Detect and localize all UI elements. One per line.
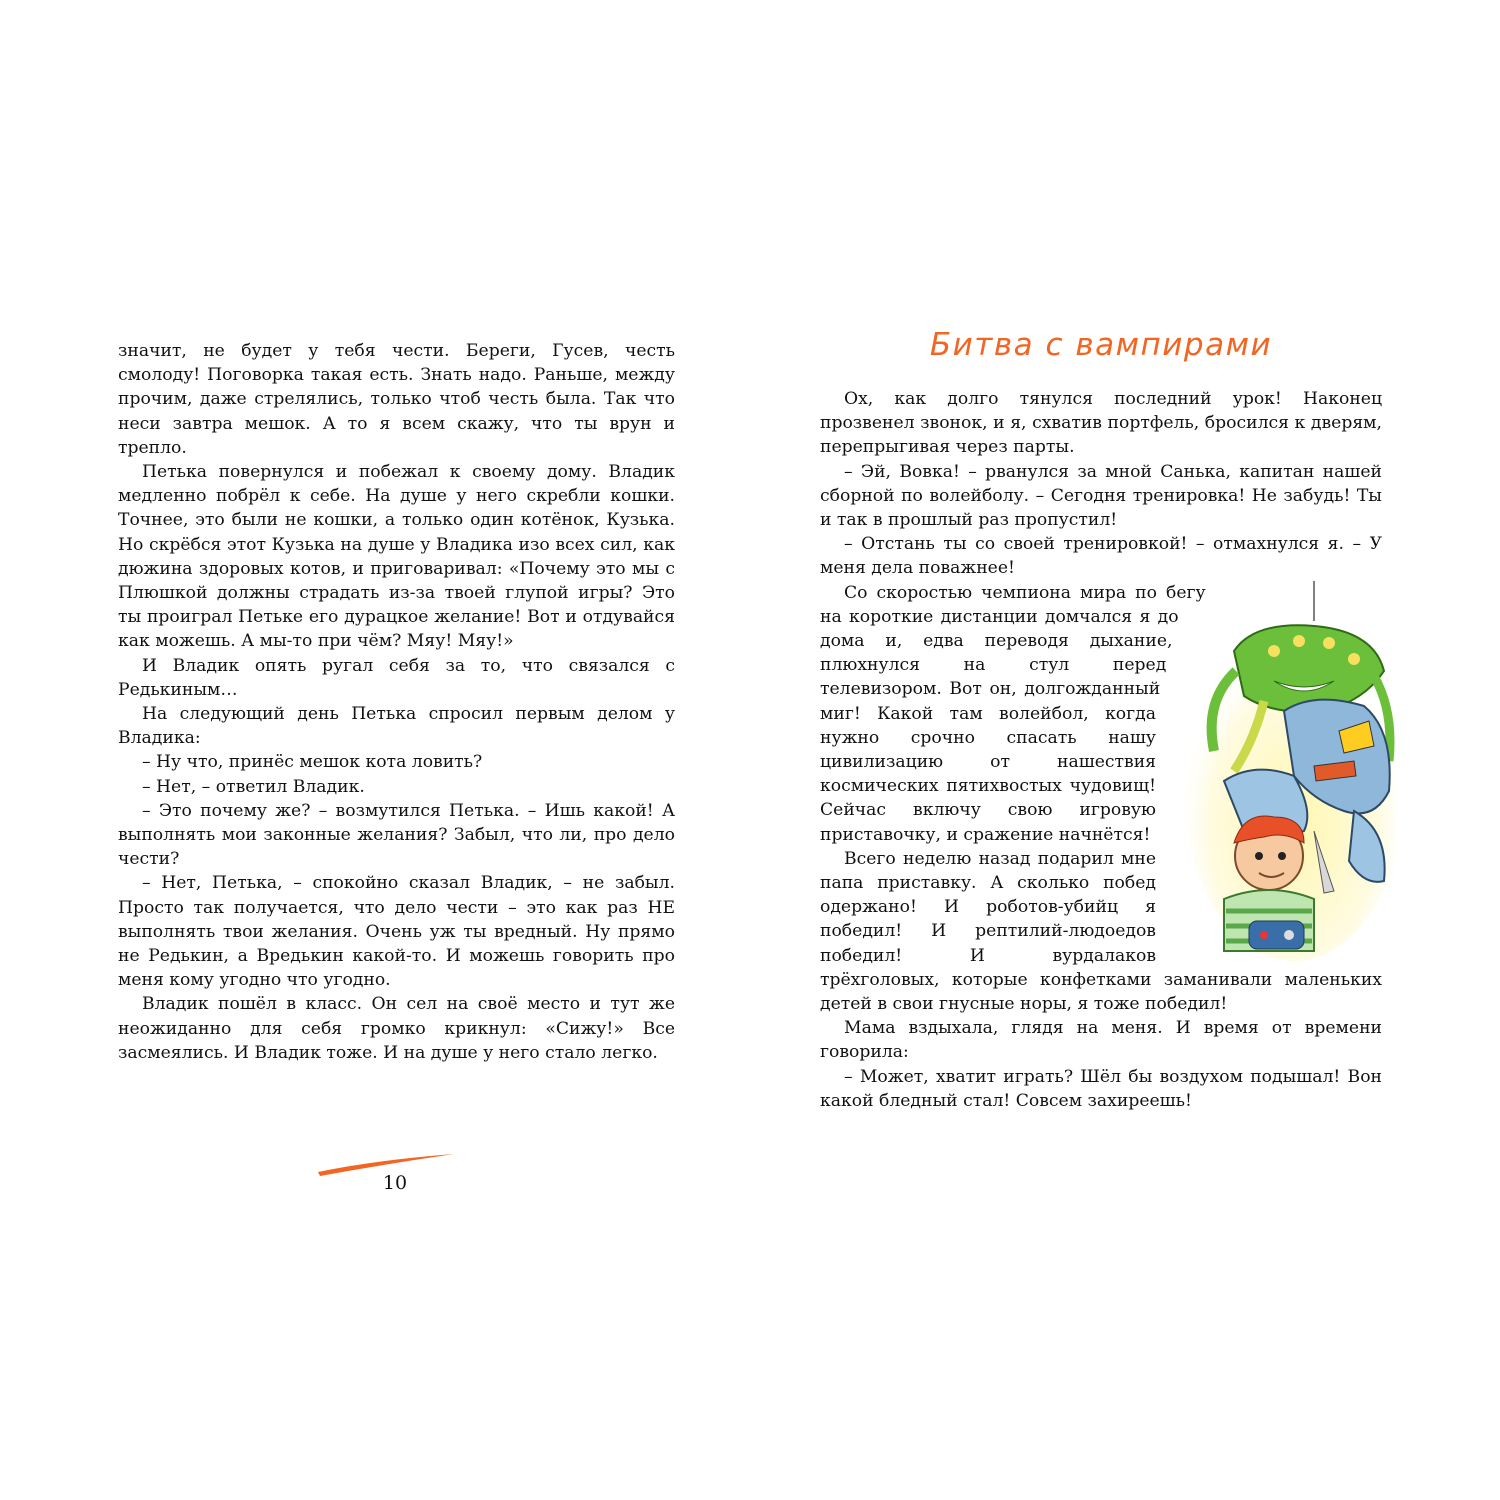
paragraph: Мама вздыхала, глядя на меня. И время от времени говорила:	[820, 1018, 1382, 1063]
paragraph: Ох, как долго тянулся последний урок! Наконец прозвенел звонок, и я, схватив портфель, бросился к дверям, перепрыгивая через парты.	[820, 389, 1382, 458]
paragraph: – Нет, – ответил Владик.	[142, 776, 365, 797]
paragraph: Со скоростью чемпиона мира по бегу на короткие дистанции домчался я до дома и, едва переводя дыхание, плюхнулся на стул перед телевизором. Вот он, долгожданный миг! Какой там волейбол, когда нужно срочно спасать нашу цивилизацию от нашествия космических пятихвостых чудовищ! Сейчас включу свою игровую приставочку, и сражение начнётся!	[820, 582, 1206, 845]
paragraph: – Эй, Вовка! – рванулся за мной Санька, капитан нашей сборной по волейболу. – Сегодня тренировка! Не забудь! Ты и так в прошлый раз пропустил!	[820, 461, 1382, 531]
paragraph: – Может, хватит играть? Шёл бы воздухом подышал! Вон какой бледный стал! Совсем захиреешь!	[820, 1066, 1382, 1111]
paragraph: И Владик опять ругал себя за то, что связался с Редькиным…	[118, 655, 675, 700]
paragraph: – Ну что, принёс мешок кота ловить?	[142, 752, 483, 773]
paragraph: – Отстань ты со своей тренировкой! – отмахнулся я. – У меня дела поважнее!	[820, 534, 1382, 579]
paragraph: Петька повернулся и побежал к своему дому. Владик медленно побрёл к себе. На душе у него скребли кошки. Точнее, это были не кошки, а только один котёнок, Кузька. Но скрёбся этот Кузька на душе у Владика изо всех сил, как дюжина здоровых котов, и приговаривал: «Почему это мы с Плюшкой должны страдать из-за твоей глупой игры? Это ты проиграл Петьке его дурацкое желание! Вот и отдувайся как можешь. А мы-то при чём? Мяу! Мяу!»	[118, 462, 675, 652]
right-page-text	[820, 387, 1382, 1113]
paragraph: Всего неделю назад подарил мне папа приставку. А сколько побед одержано! И роботов-убийц я победил! И рептилий-людоедов победил! И вурдалаков трёхголовых, которые конфетками заманивали маленьких детей в свои гнусные норы, я тоже победил!	[820, 848, 1382, 1015]
paragraph: На следующий день Петька спросил первым делом у Владика:	[118, 704, 675, 749]
paragraph: значит, не будет у тебя чести. Береги, Гусев, честь смолоду! Поговорка такая есть. Знать надо. Раньше, между прочим, даже стрелялись, только чтоб честь была. Так что неси завтра мешок. А то я всем скажу, что ты врун и трепло.	[118, 341, 675, 458]
illustration-boy-with-monsters	[1164, 581, 1396, 963]
chapter-title: Битва с вампирами	[929, 327, 1273, 363]
illustration-drawing	[1164, 581, 1396, 963]
page-number: 10	[382, 1172, 408, 1194]
paragraph: – Нет, Петька, – спокойно сказал Владик, – не забыл. Просто так получается, что дело чести – это как раз НЕ выполнять твои желания. Очень уж ты вредный. Ну прямо не Редькин, а Вредькин какой-то. И можешь говорить про меня кому угодно что угодно.	[118, 873, 675, 991]
paragraph: Владик пошёл в класс. Он сел на своё место и тут же неожиданно для себя громко крикнул: «Сижу!» Все засмеялись. И Владик тоже. И на душе у него стало легко.	[118, 994, 675, 1063]
left-page-text	[118, 339, 675, 1065]
paragraph: – Это почему же? – возмутился Петька. – Ишь какой! А выполнять мои законные желания? Забыл, что ли, про дело чести?	[118, 800, 675, 870]
